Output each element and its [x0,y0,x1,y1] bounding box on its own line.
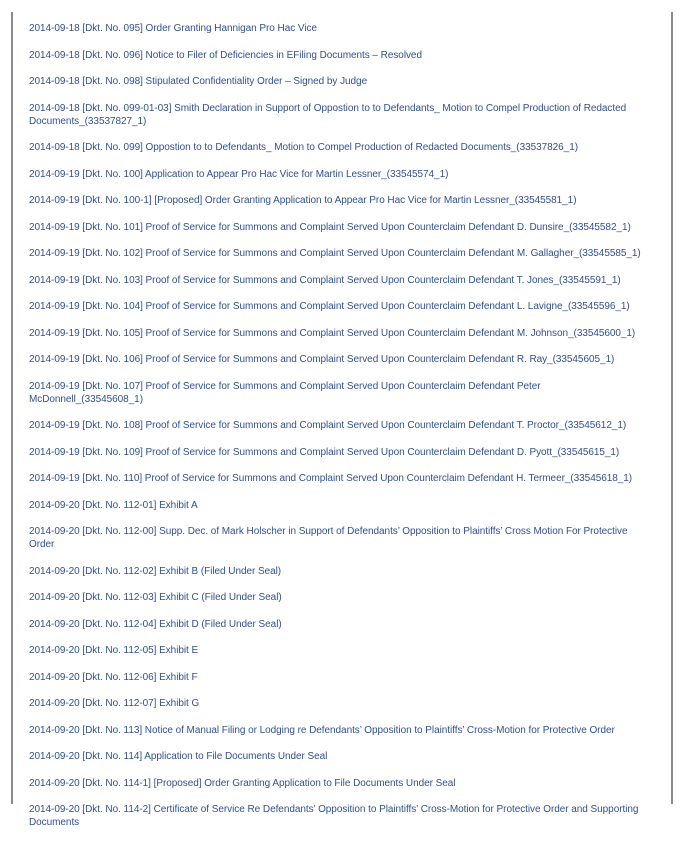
document-link[interactable]: 2014-09-19 [Dkt. No. 102] Proof of Service for Summons and Complaint Served Upon Counterclaim Defendant M. Gallagher_(33545585_1) [29,248,641,259]
document-link[interactable]: 2014-09-20 [Dkt. No. 112-06] Exhibit F [29,671,198,683]
document-link[interactable]: 2014-09-20 [Dkt. No. 113] Notice of Manual Filing or Lodging re Defendants’ Opposition to Plaintiffs’ Cross-Motion for Protective Order [29,724,615,736]
document-link[interactable]: 2014-09-19 [Dkt. No. 107] Proof of Service for Summons and Complaint Served Upon Counterclaim Defendant Peter McDonnell_(33545608_1) [29,380,541,405]
document-link[interactable]: 2014-09-19 [Dkt. No. 106] Proof of Service for Summons and Complaint Served Upon Counterclaim Defendant R. Ray_(33545605_1) [29,354,615,365]
document-link[interactable]: 2014-09-20 [Dkt. No. 112-05] Exhibit E [29,645,199,656]
document-link[interactable]: 2014-09-20 [Dkt. No. 112-02] Exhibit B (Filed Under Seal) [29,565,282,577]
document-list [29,22,653,843]
document-link[interactable]: 2014-09-18 [Dkt. No. 098] Stipulated Confidentiality Order – Signed by Judge [29,76,368,87]
document-link[interactable]: 2014-09-18 [Dkt. No. 095] Order Granting Hannigan Pro Hac Vice [29,23,317,34]
document-link[interactable]: 2014-09-19 [Dkt. No. 104] Proof of Service for Summons and Complaint Served Upon Counterclaim Defendant L. Lavigne_(33545596_1) [29,301,630,312]
document-link[interactable]: 2014-09-19 [Dkt. No. 105] Proof of Service for Summons and Complaint Served Upon Counterclaim Defendant M. Johnson_(33545600_1) [29,327,636,339]
document-link[interactable]: 2014-09-18 [Dkt. No. 099] Oppostion to to Defendants_ Motion to Compel Production of Redacted Documents_(33537826_1) [29,142,578,153]
document-link[interactable]: 2014-09-20 [Dkt. No. 112-00] Supp. Dec. of Mark Holscher in Support of Defendants’ Opposition to Plaintiffs’ Cross Motion For Protective Order [29,526,628,550]
document-link[interactable]: 2014-09-20 [Dkt. No. 112-01] Exhibit A [29,499,198,511]
document-link[interactable]: 2014-09-20 [Dkt. No. 114-1] [Proposed] Order Granting Application to File Documents Under Seal [29,777,456,789]
document-link[interactable]: 2014-09-18 [Dkt. No. 099-01-03] Smith Declaration in Support of Oppostion to to Defendants_ Motion to Compel Production of Redacted Documents_(33537827_1) [29,102,627,127]
document-link[interactable]: 2014-09-20 [Dkt. No. 112-04] Exhibit D (Filed Under Seal) [29,618,282,630]
document-link[interactable]: 2014-09-19 [Dkt. No. 101] Proof of Service for Summons and Complaint Served Upon Counterclaim Defendant D. Dunsire_(33545582_1) [29,221,631,233]
document-link[interactable]: 2014-09-19 [Dkt. No. 109] Proof of Service for Summons and Complaint Served Upon Counterclaim Defendant D. Pyott_(33545615_1) [29,446,620,458]
document-link[interactable]: 2014-09-20 [Dkt. No. 114] Application to File Documents Under Seal [29,751,328,762]
document-link[interactable]: 2014-09-20 [Dkt. No. 114-2] Certificate of Service Re Defendants’ Opposition to Plaintiffs’ Cross-Motion for Protective Order and Supporting Documents [29,804,639,828]
document-link[interactable]: 2014-09-19 [Dkt. No. 100-1] [Proposed] Order Granting Application to Appear Pro Hac Vice for Martin Lessner_(33545581_1) [29,195,577,206]
document-link[interactable]: 2014-09-18 [Dkt. No. 096] Notice to Filer of Deficiencies in EFiling Documents – Resolved [29,49,422,61]
document-link[interactable]: 2014-09-19 [Dkt. No. 108] Proof of Service for Summons and Complaint Served Upon Counterclaim Defendant T. Proctor_(33545612_1) [29,420,627,431]
document-link[interactable]: 2014-09-19 [Dkt. No. 103] Proof of Service for Summons and Complaint Served Upon Counterclaim Defendant T. Jones_(33545591_1) [29,274,621,286]
document-link[interactable]: 2014-09-19 [Dkt. No. 110] Proof of Service for Summons and Complaint Served Upon Counterclaim Defendant H. Termeer_(33545618_1) [29,473,633,484]
document-link[interactable]: 2014-09-20 [Dkt. No. 112-07] Exhibit G [29,698,200,709]
document-link[interactable]: 2014-09-20 [Dkt. No. 112-03] Exhibit C (Filed Under Seal) [29,592,282,603]
document-link[interactable]: 2014-09-19 [Dkt. No. 100] Application to Appear Pro Hac Vice for Martin Lessner_(33545574_1) [29,168,449,180]
document-panel [11,12,673,828]
